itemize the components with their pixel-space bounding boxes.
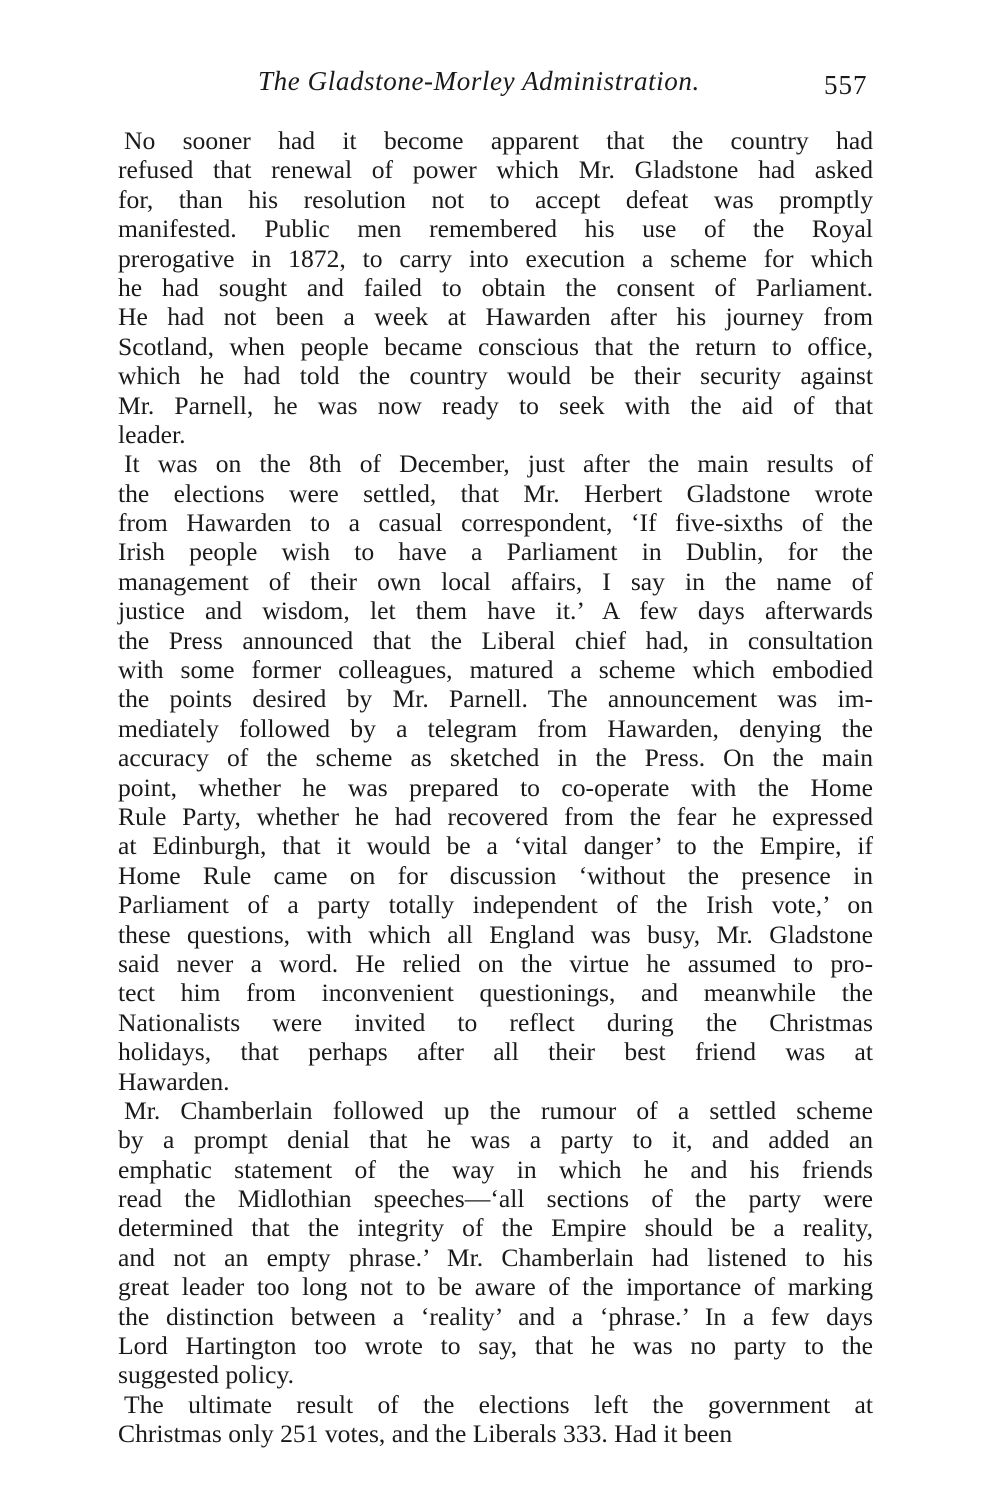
text-line: the distinction between a ‘reality’ and a ‘phrase.’ In a few days xyxy=(118,1301,873,1331)
text-line: justice and wisdom, let them have it.’ A few days afterwards xyxy=(118,596,873,626)
page-number: 557 xyxy=(824,70,868,100)
text-line: the elections were settled, that Mr. Herbert Gladstone wrote xyxy=(118,478,873,508)
text-line: Mr. Chamberlain followed up the rumour of a settled scheme xyxy=(124,1095,873,1125)
text-line: which he had told the country would be their security against xyxy=(118,361,873,391)
text-line: at Edinburgh, that it would be a ‘vital danger’ to the Empire, if xyxy=(118,831,873,861)
text-line: manifested. Public men remembered his use of the Royal xyxy=(118,214,873,244)
text-line: Irish people wish to have a Parliament in Dublin, for the xyxy=(118,537,873,567)
text-line: said never a word. He relied on the virtue he assumed to pro- xyxy=(118,948,873,978)
text-line: from Hawarden to a casual correspondent, ‘If five-sixths of the xyxy=(118,508,873,538)
paragraph xyxy=(118,1390,873,1449)
text-line: great leader too long not to be aware of the importance of marking xyxy=(118,1272,873,1302)
body-text xyxy=(118,126,873,1449)
paragraph xyxy=(118,1096,873,1390)
text-line: and not an empty phrase.’ Mr. Chamberlain had listened to his xyxy=(118,1242,873,1272)
text-line: by a prompt denial that he was a party to it, and added an xyxy=(118,1125,873,1155)
text-line: these questions, with which all England was busy, Mr. Gladstone xyxy=(118,919,873,949)
text-line: emphatic statement of the way in which he and his friends xyxy=(118,1154,873,1184)
text-line: mediately followed by a telegram from Hawarden, denying the xyxy=(118,713,873,743)
text-line: leader. xyxy=(118,419,186,449)
text-line: tect him from inconvenient questionings, and meanwhile the xyxy=(118,978,873,1008)
text-line: the Press announced that the Liberal chief had, in consultation xyxy=(118,625,873,655)
text-line: holidays, that perhaps after all their best friend was at xyxy=(118,1037,873,1067)
text-line: Nationalists were invited to reflect during the Christmas xyxy=(118,1007,873,1037)
text-line: Lord Hartington too wrote to say, that he was no party to the xyxy=(118,1331,873,1361)
text-line: accuracy of the scheme as sketched in the Press. On the main xyxy=(118,743,873,773)
paragraph xyxy=(118,126,873,449)
text-line: Christmas only 251 votes, and the Liberals 333. Had it been xyxy=(118,1419,733,1449)
paragraph xyxy=(118,449,873,1096)
text-line: Parliament of a party totally independent of the Irish vote,’ on xyxy=(118,890,873,920)
page-header xyxy=(0,66,1000,106)
text-line: suggested policy. xyxy=(118,1360,295,1390)
text-line: the points desired by Mr. Parnell. The announcement was im- xyxy=(118,684,873,714)
text-line: Rule Party, whether he had recovered from the fear he expressed xyxy=(118,801,873,831)
text-line: management of their own local affairs, I say in the name of xyxy=(118,566,873,596)
text-line: for, than his resolution not to accept defeat was promptly xyxy=(118,184,873,214)
text-line: point, whether he was prepared to co-operate with the Home xyxy=(118,772,873,802)
text-line: The ultimate result of the elections left the government at xyxy=(124,1389,873,1419)
text-line: He had not been a week at Hawarden after his journey from xyxy=(118,302,873,332)
text-line: Scotland, when people became conscious that the return to office, xyxy=(118,331,873,361)
text-line: No sooner had it become apparent that the country had xyxy=(124,126,873,155)
text-line: Home Rule came on for discussion ‘without the presence in xyxy=(118,860,873,890)
text-line: Hawarden. xyxy=(118,1066,230,1096)
text-line: with some former colleagues, matured a scheme which embodied xyxy=(118,655,873,685)
text-line: It was on the 8th of December, just after the main results of xyxy=(124,449,873,479)
text-line: Mr. Parnell, he was now ready to seek with the aid of that xyxy=(118,390,873,420)
text-line: prerogative in 1872, to carry into execution a scheme for which xyxy=(118,243,873,273)
text-line: read the Midlothian speeches—‘all sections of the party were xyxy=(118,1184,873,1214)
text-line: he had sought and failed to obtain the consent of Parliament. xyxy=(118,272,873,302)
text-line: refused that renewal of power which Mr. Gladstone had asked xyxy=(118,155,873,185)
text-line: determined that the integrity of the Empire should be a reality, xyxy=(118,1213,873,1243)
running-title: The Gladstone-Morley Administration. xyxy=(258,66,700,96)
